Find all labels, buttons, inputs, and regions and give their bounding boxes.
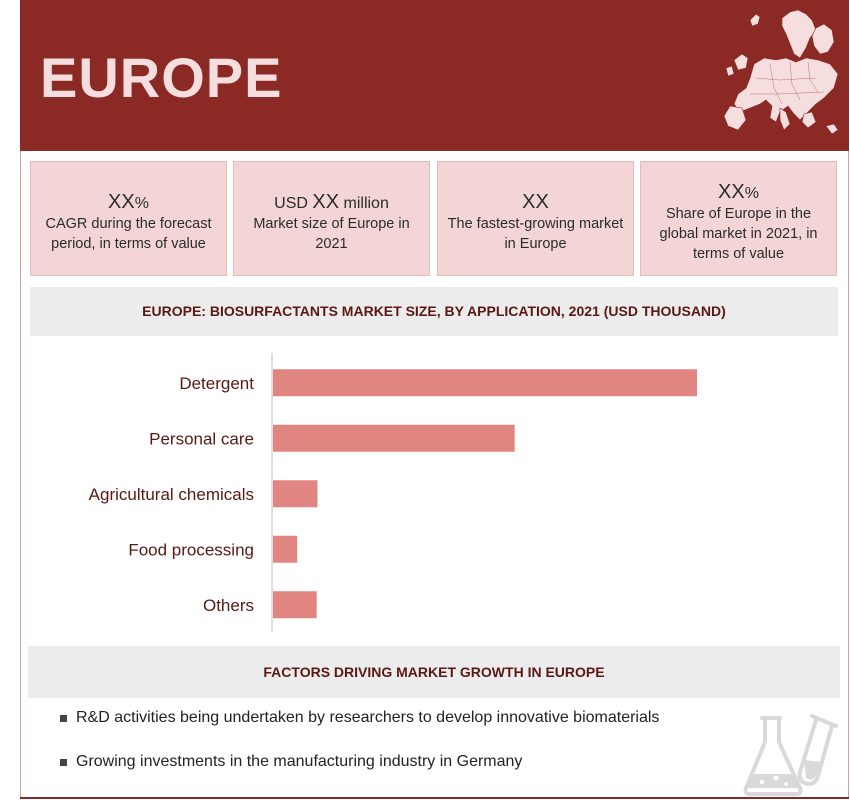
kpi-value: XX [522, 191, 549, 213]
kpi-description: CAGR during the forecast period, in terms of value [45, 216, 212, 252]
kpi-card-market-size [233, 161, 430, 276]
chart-title: EUROPE: BIOSURFACTANTS MARKET SIZE, BY APPLICATION, 2021 (USD THOUSAND) [30, 287, 838, 336]
list-item: Growing investments in the manufacturing industry in Germany [60, 752, 740, 772]
drivers-title: FACTORS DRIVING MARKET GROWTH IN EUROPE [28, 646, 840, 698]
kpi-value: USD XX million [274, 191, 389, 213]
kpi-description: Share of Europe in the global market in 2021, in terms of value [659, 206, 818, 262]
bar-food-processing [273, 536, 297, 563]
kpi-description: Market size of Europe in 2021 [253, 216, 410, 252]
bar-agricultural-chemicals [273, 480, 318, 507]
kpi-card-cagr [30, 161, 227, 276]
lab-flask-icon [740, 712, 844, 798]
kpi-row [30, 161, 838, 276]
bar-personal-care [273, 425, 515, 452]
category-label: Personal care [149, 429, 254, 449]
page-title: EUROPE [40, 46, 283, 109]
bar-others [273, 591, 317, 618]
category-label: Others [202, 595, 254, 615]
kpi-card-share [640, 161, 837, 276]
kpi-value: XX% [108, 191, 149, 213]
bar-detergent [273, 369, 697, 396]
header-banner [20, 0, 849, 151]
kpi-description: The fastest-growing market in Europe [447, 216, 624, 252]
category-label: Food processing [128, 540, 254, 560]
kpi-value: XX% [718, 181, 759, 203]
list-item: R&D activities being undertaken by researchers to develop innovative biomaterials [60, 708, 740, 728]
europe-map-icon [720, 8, 848, 142]
kpi-card-fastest-growing [437, 161, 634, 276]
bottom-rule [20, 797, 849, 799]
category-label: Detergent [179, 373, 254, 393]
bar-chart [30, 345, 840, 635]
drivers-list [60, 708, 740, 796]
category-label: Agricultural chemicals [88, 484, 254, 504]
